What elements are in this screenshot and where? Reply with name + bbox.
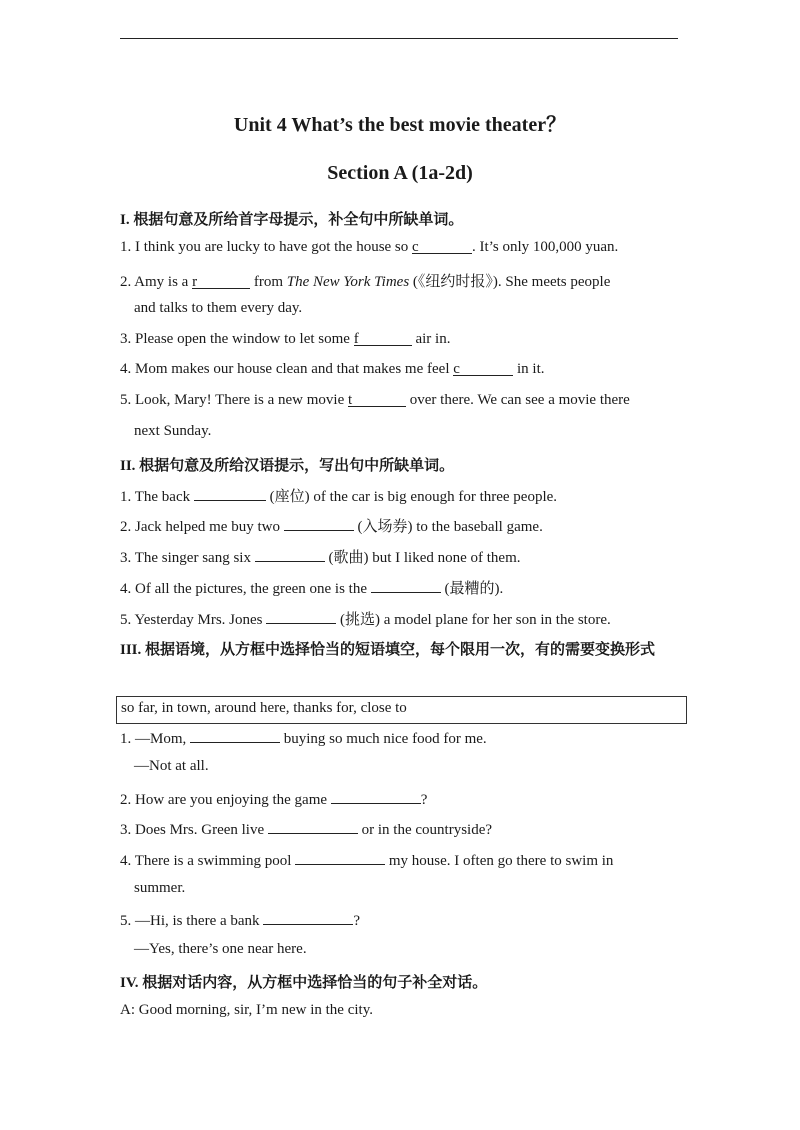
answer-blank[interactable] — [194, 486, 266, 501]
s3-question-2: 2. How are you enjoying the game ? — [120, 789, 427, 809]
answer-blank[interactable] — [268, 819, 358, 834]
s2-question-2: 2. Jack helped me buy two (入场券) to the baseball game. — [120, 515, 543, 536]
phrase-box — [116, 696, 687, 724]
s3-question-1: 1. —Mom, buying so much nice food for me. — [120, 728, 487, 748]
page-title: Unit 4 What’s the best movie theater？ — [233, 114, 567, 136]
s1-question-5: 5. Look, Mary! There is a new movie t over there. We can see a movie there — [120, 392, 630, 408]
answer-blank[interactable] — [263, 910, 353, 925]
answer-blank[interactable]: r — [192, 274, 250, 289]
s3-question-5-reply: —Yes, there’s one near here. — [134, 941, 307, 957]
answer-blank[interactable] — [190, 728, 280, 743]
s2-question-5: 5. Yesterday Mrs. Jones (挑选) a model plane for her son in the store. — [120, 608, 611, 629]
s1-question-4: 4. Mom makes our house clean and that makes me feel c in it. — [120, 361, 545, 377]
dialogue-line-a1: A: Good morning, sir, I’m new in the city. — [120, 1002, 373, 1018]
answer-blank[interactable] — [371, 578, 441, 593]
answer-blank[interactable] — [266, 609, 336, 624]
answer-blank[interactable] — [295, 850, 385, 865]
answer-blank[interactable]: c — [412, 239, 472, 254]
s1-question-2-cont: and talks to them every day. — [134, 300, 303, 316]
answer-blank[interactable]: f — [354, 331, 412, 346]
s2-question-3: 3. The singer sang six (歌曲) but I liked none of them. — [120, 546, 521, 567]
header-rule — [120, 38, 678, 39]
s2-question-1: 1. The back (座位) of the car is big enough for three people. — [120, 485, 557, 506]
s1-question-1: 1. I think you are lucky to have got the house so c . It’s only 100,000 yuan. — [120, 239, 619, 255]
s3-question-4: 4. There is a swimming pool my house. I often go there to swim in — [120, 850, 613, 870]
section-4-heading: IV. 根据对话内容，从方框中选择恰当的句子补全对话。 — [120, 975, 488, 991]
answer-blank[interactable] — [284, 516, 354, 531]
s3-question-3: 3. Does Mrs. Green live or in the countryside? — [120, 819, 492, 839]
s3-question-1-reply: —Not at all. — [134, 758, 209, 774]
s3-question-5: 5. —Hi, is there a bank ? — [120, 910, 360, 930]
section-subtitle: Section A (1a-2d) — [327, 162, 473, 184]
phrase-box-text: so far, in town, around here, thanks for, close to — [121, 700, 407, 716]
section-3-heading: III. 根据语境，从方框中选择恰当的短语填空，每个限用一次，有的需要变换形式 — [120, 642, 656, 658]
s2-question-4: 4. Of all the pictures, the green one is the (最糟的). — [120, 577, 503, 598]
s3-question-4-cont: summer. — [134, 880, 186, 896]
s1-question-3: 3. Please open the window to let some f air in. — [120, 331, 451, 347]
s1-question-5-cont: next Sunday. — [134, 423, 212, 439]
section-2-heading: II. 根据句意及所给汉语提示，写出句中所缺单词。 — [120, 458, 455, 474]
answer-blank[interactable] — [331, 789, 421, 804]
answer-blank[interactable] — [255, 547, 325, 562]
answer-blank[interactable]: c — [453, 361, 513, 376]
section-1-heading: I. 根据句意及所给首字母提示，补全句中所缺单词。 — [120, 212, 464, 228]
s1-question-2: 2. Amy is a r from The New York Times (《纽约时报》). She meets people — [120, 274, 611, 290]
answer-blank[interactable]: t — [348, 392, 406, 407]
